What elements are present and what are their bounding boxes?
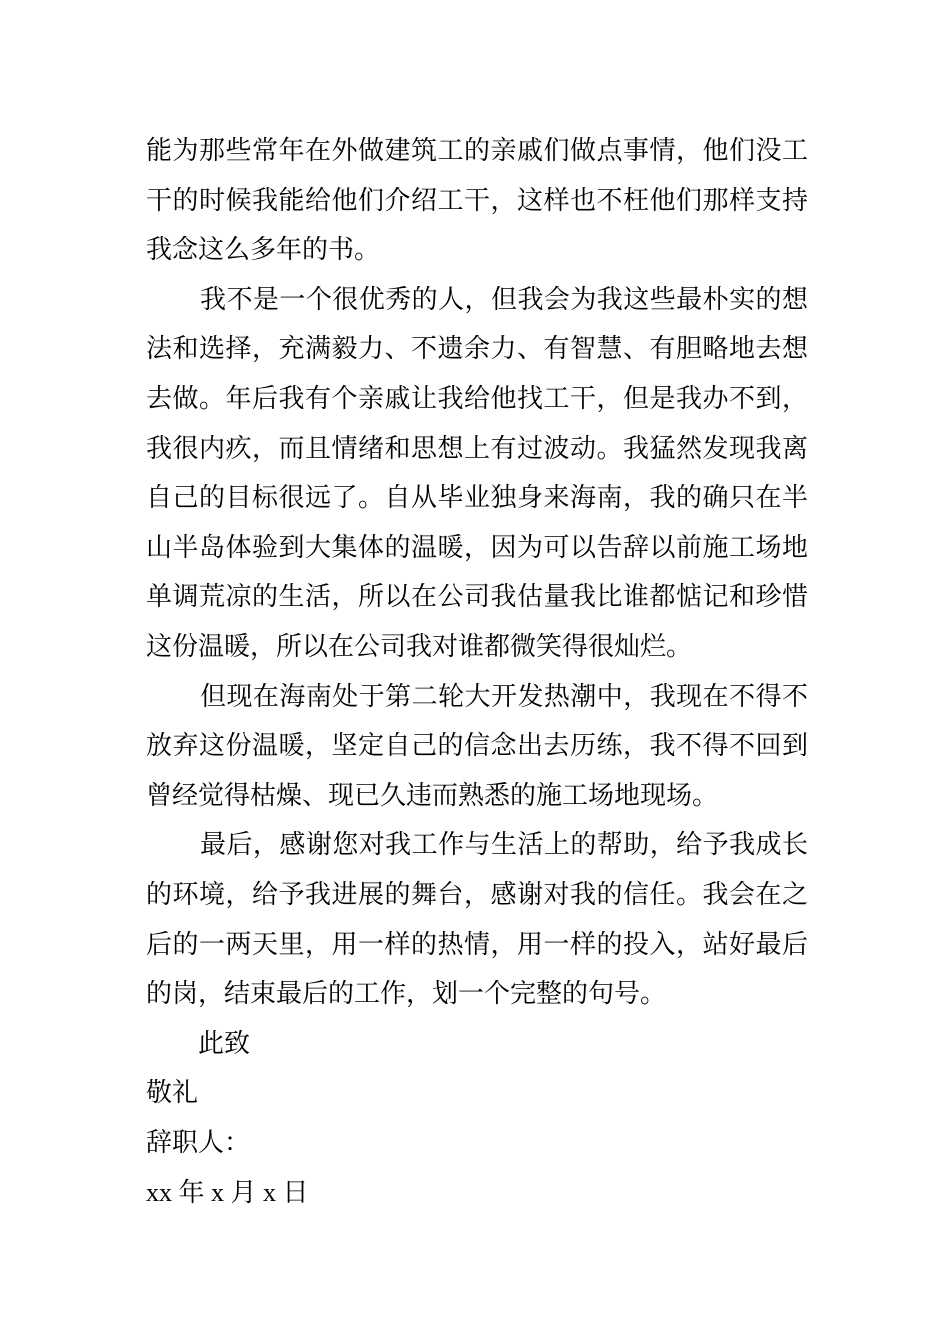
signature-date: xx 年 x 月 x 日: [146, 1178, 309, 1208]
signer-label: 辞职人：: [146, 1127, 251, 1158]
closing-greeting: 此致: [198, 1028, 251, 1059]
body-paragraph-1: 能为那些常年在外做建筑工的亲戚们做点事情，他们没工干的时候我能给他们介绍工干，这样也不枉他们那样支持我念这么多年的书。: [146, 136, 808, 266]
body-paragraph-2: 我不是一个很优秀的人，但我会为我这些最朴实的想法和选择，充满毅力、不遗余力、有智慧、有胆略地去想去做。年后我有个亲戚让我给他找工干，但是我办不到，我很内疚，而且情绪和思想上有过波动。我猛然发现我离自己的目标很远了。自从毕业独身来海南，我的确只在半山半岛体验到大集体的温暖，因为可以告辞以前施工场地单调荒凉的生活，所以在公司我估量我比谁都惦记和珍惜这份温暖，所以在公司我对谁都微笑得很灿烂。: [146, 284, 808, 662]
document-page: [146, 127, 808, 1218]
closing-salute: 敬礼: [146, 1078, 199, 1109]
body-paragraph-3: 但现在海南处于第二轮大开发热潮中，我现在不得不放弃这份温暖，坚定自己的信念出去历练，我不得不回到曾经觉得枯燥、现已久违而熟悉的施工场地现场。: [146, 681, 808, 811]
body-paragraph-4: 最后，感谢您对我工作与生活上的帮助，给予我成长的环境，给予我进展的舞台，感谢对我的信任。我会在之后的一两天里，用一样的热情，用一样的投入，站好最后的岗，结束最后的工作，划一个完整的句号。: [146, 830, 808, 1010]
